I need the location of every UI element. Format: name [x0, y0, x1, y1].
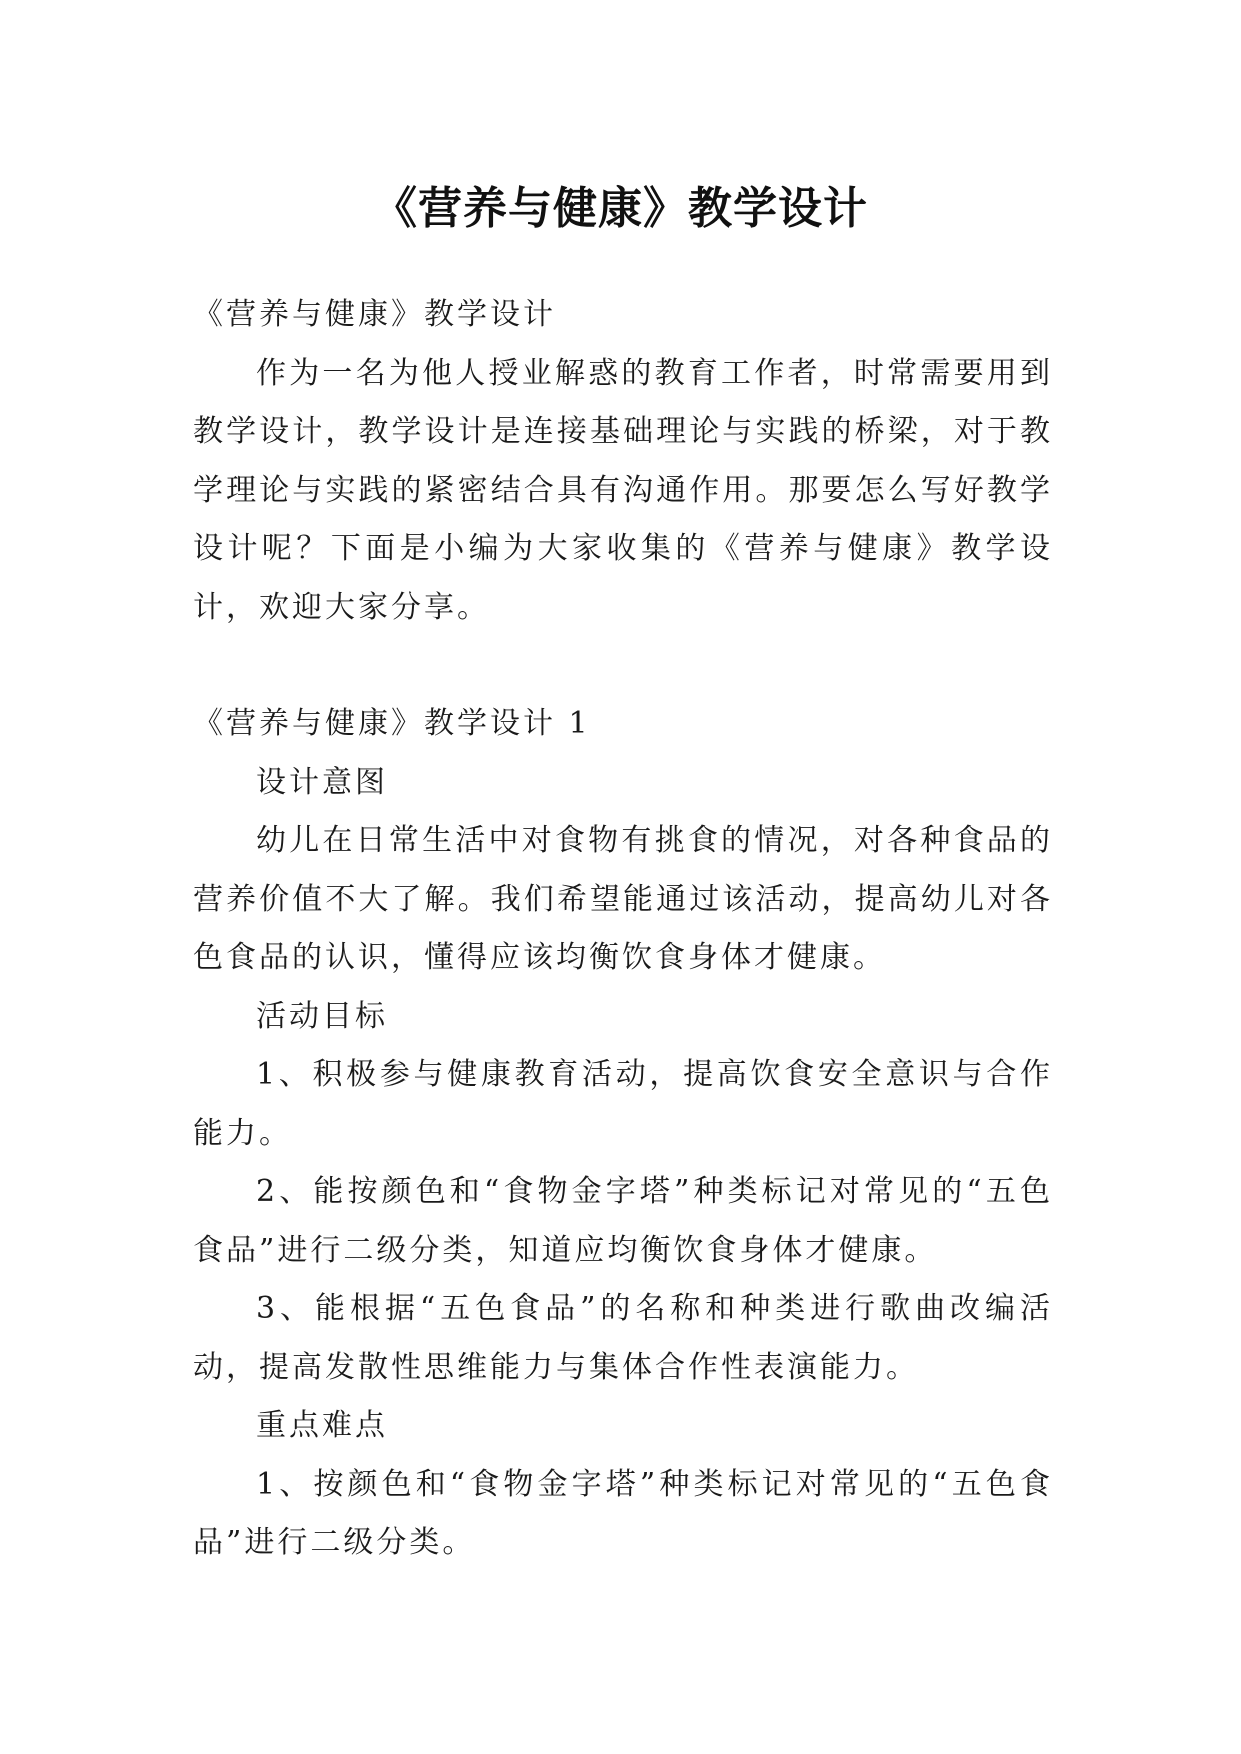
- intro-paragraph: 作为一名为他人授业解惑的教育工作者，时常需要用到教学设计，教学设计是连接基础理论与实践的桥梁，对于教学理论与实践的紧密结合具有沟通作用。那要怎么写好教学设计呢？下面是小编为大家收集的《营养与健康》教学设计，欢迎大家分享。: [193, 355, 1053, 625]
- subheading-design-intent: 设计意图: [256, 764, 388, 800]
- subheading-activity-goals: 活动目标: [256, 998, 388, 1034]
- paragraph-design-intent: 幼儿在日常生活中对食物有挑食的情况，对各种食品的营养价值不大了解。我们希望能通过该活动，提高幼儿对各色食品的认识，懂得应该均衡饮食身体才健康。: [193, 823, 1053, 975]
- key-point-item: 1、按颜色和“食物金字塔”种类标记对常见的“五色食品”进行二级分类。: [193, 1466, 1053, 1560]
- section-heading: 《营养与健康》教学设计: [193, 297, 556, 332]
- goal-item: 2、能按颜色和“食物金字塔”种类标记对常见的“五色食品”进行二级分类，知道应均衡饮食身体才健康。: [193, 1174, 1053, 1268]
- subheading-key-points: 重点难点: [256, 1408, 388, 1443]
- document-body: [193, 286, 1053, 1573]
- goal-item: 1、积极参与健康教育活动，提高饮食安全意识与合作能力。: [193, 1057, 1053, 1151]
- document-title: 《营养与健康》教学设计: [373, 183, 868, 235]
- section-heading: 《营养与健康》教学设计 1: [193, 706, 591, 741]
- goal-item: 3、能根据“五色食品”的名称和种类进行歌曲改编活动，提高发散性思维能力与集体合作性表演能力。: [193, 1291, 1053, 1385]
